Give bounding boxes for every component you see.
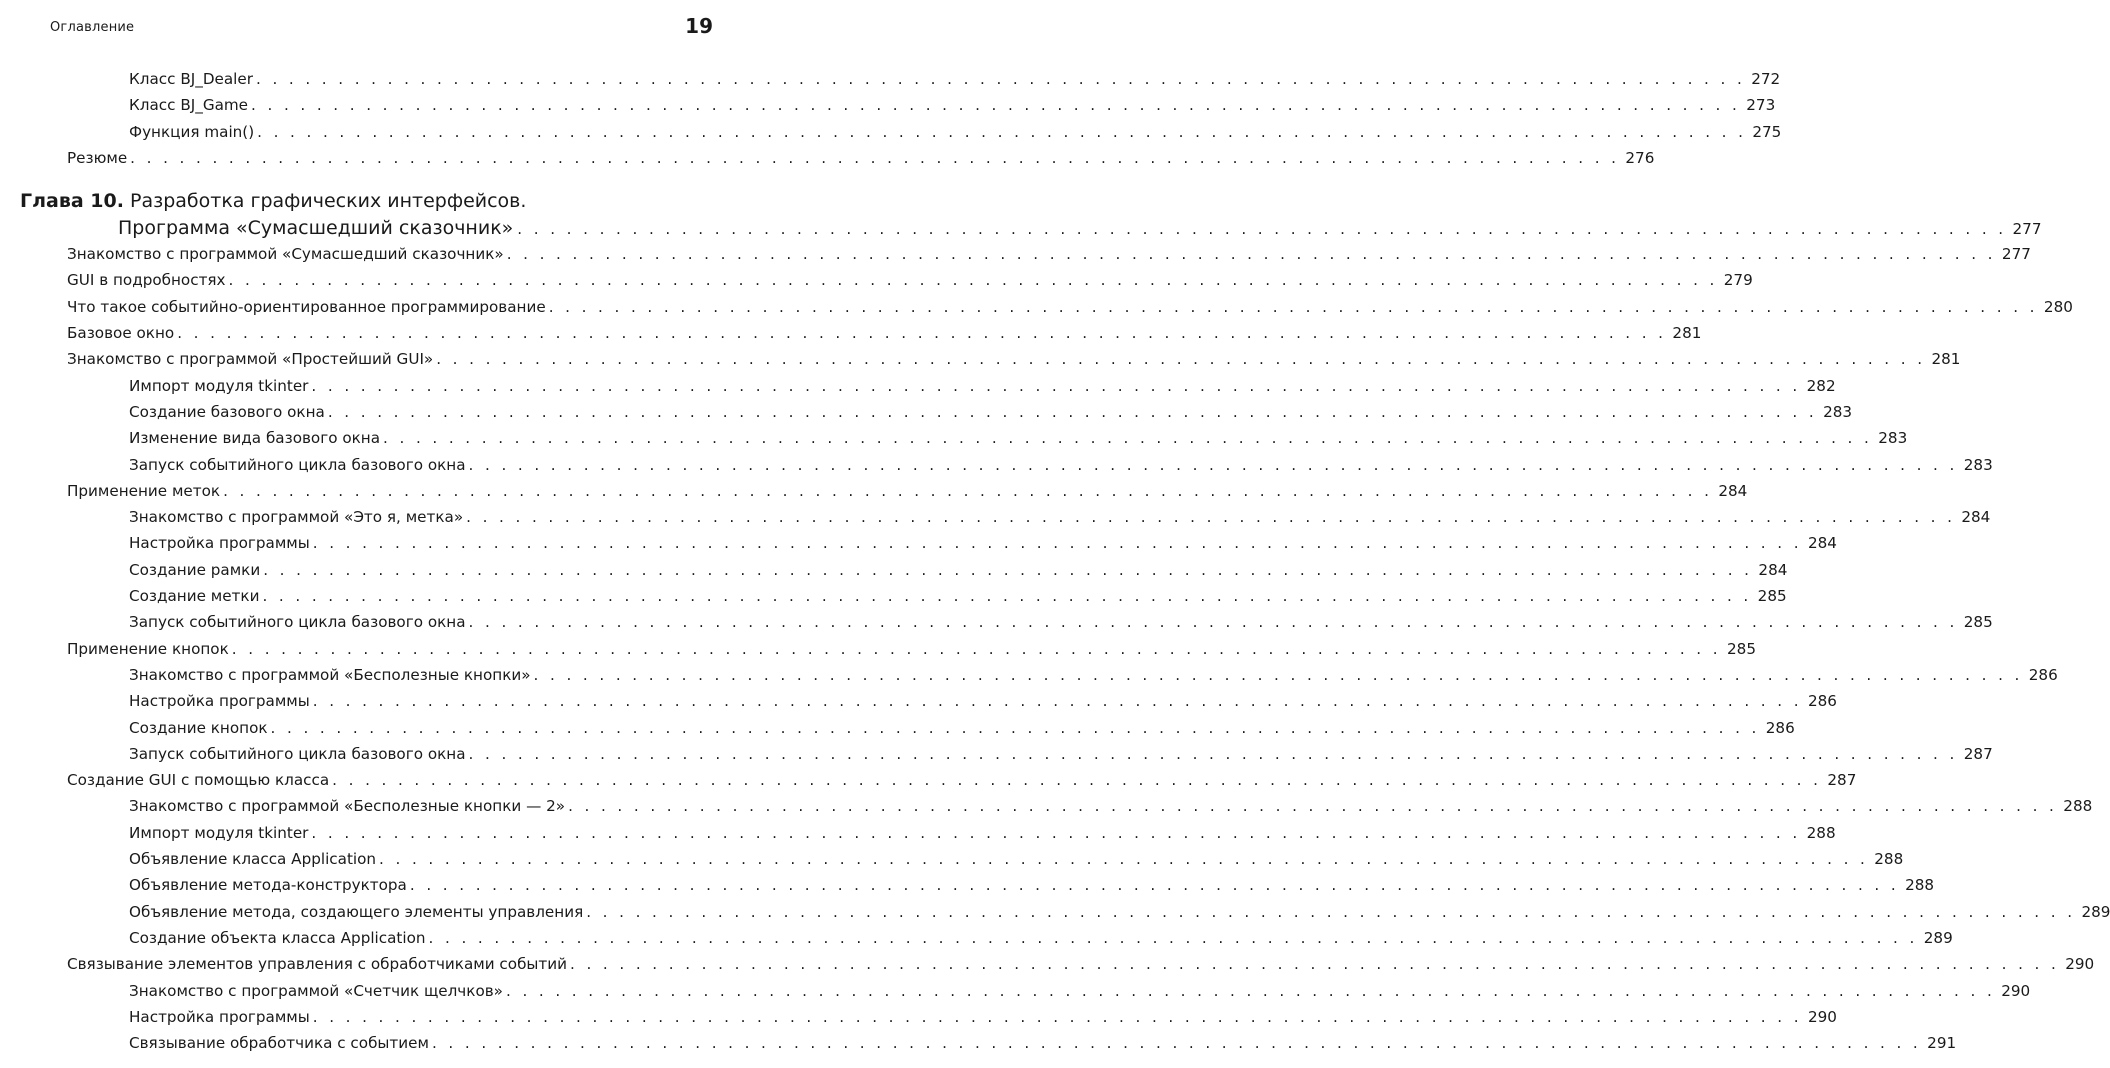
toc-entry-label: Создание базового окна (129, 402, 325, 421)
page-number: 19 (685, 14, 713, 38)
toc-entry-page: 285 (1757, 587, 1787, 606)
toc-entry (0, 530, 1837, 556)
chapter-title-line-1: Разработка графических интерфейсов. (130, 190, 527, 213)
dot-leader: . . . . . . . . . . . . . . . . . . . . . . . . . . . . . . . . . . . . . . . . . . . . . . . . . . . . . . . . . . . . . . . . . . . . . . . . . . . . . . . . . . . . . . . . . . . (568, 797, 2058, 816)
dot-leader: . . . . . . . . . . . . . . . . . . . . . . . . . . . . . . . . . . . . . . . . . . . . . . . . . . . . . . . . . . . . . . . . . . . . . . . . . . . . . . . . . . . . . . . . . . . (505, 981, 1996, 1000)
toc-entry-label: Знакомство с программой «Бесполезные кнопки — 2» (129, 797, 566, 816)
toc-entry (0, 478, 1748, 504)
toc-entry (0, 715, 1795, 741)
toc-entry-page: 288 (2063, 797, 2093, 816)
toc-entry-page: 275 (1752, 122, 1782, 141)
dot-leader: . . . . . . . . . . . . . . . . . . . . . . . . . . . . . . . . . . . . . . . . . . . . . . . . . . . . . . . . . . . . . . . . . . . . . . . . . . . . . . . . . . . . . . . . . . . (468, 613, 1958, 632)
toc-entry-page: 286 (1765, 718, 1795, 737)
toc-entry-label: Применение меток (67, 481, 221, 500)
toc-entry-label: Настройка программы (129, 692, 310, 711)
toc-entry (0, 557, 1788, 583)
toc-entry-label: Создание рамки (129, 560, 261, 579)
toc-entry-label: Класс BJ_Game (129, 96, 249, 115)
chapter-heading (0, 187, 2042, 241)
toc-entry-label: Настройка программы (129, 1007, 310, 1026)
toc-entry (0, 609, 1993, 635)
toc-entry-page: 290 (1807, 1007, 1837, 1026)
toc-entry (0, 741, 1993, 767)
toc-entry-label: Настройка программы (129, 534, 310, 553)
toc-entry-page: 285 (1727, 639, 1756, 658)
toc-entry (0, 662, 2058, 688)
toc-entry (0, 951, 2095, 977)
toc-entry (0, 1030, 1957, 1056)
toc-entry-page: 286 (2028, 665, 2058, 684)
toc-entry-page: 276 (1625, 148, 1655, 167)
toc-entry-label: Знакомство с программой «Простейший GUI» (67, 350, 434, 369)
dot-leader: . . . . . . . . . . . . . . . . . . . . . . . . . . . . . . . . . . . . . . . . . . . . . . . . . . . . . . . . . . . . . . . . . . . . . . . . . . . . . . . . . . . . . . . . . . . (468, 455, 1958, 474)
toc-entry (0, 978, 2031, 1004)
toc-entry-page: 288 (1806, 823, 1836, 842)
toc-entry-page: 284 (1961, 508, 1991, 527)
toc-entry (0, 899, 2110, 925)
toc-entry (0, 92, 1776, 118)
toc-entry-label: Знакомство с программой «Сумасшедший сказочник» (67, 245, 504, 264)
chapter-line-2 (20, 215, 2042, 241)
toc-entries-after (0, 241, 2110, 1056)
toc-entry (0, 820, 1836, 846)
dot-leader: . . . . . . . . . . . . . . . . . . . . . . . . . . . . . . . . . . . . . . . . . . . . . . . . . . . . . . . . . . . . . . . . . . . . . . . . . . . . . . . . . . . . . . . . . . . (506, 245, 1996, 264)
toc-entry-label: GUI в подробностях (67, 271, 226, 290)
toc-entry-label: Импорт модуля tkinter (129, 823, 309, 842)
toc-entry-page: 288 (1905, 876, 1935, 895)
dot-leader: . . . . . . . . . . . . . . . . . . . . . . . . . . . . . . . . . . . . . . . . . . . . . . . . . . . . . . . . . . . . . . . . . . . . . . . . . . . . . . . . . . . . . . . . . . . (262, 587, 1752, 606)
dot-leader: . . . . . . . . . . . . . . . . . . . . . . . . . . . . . . . . . . . . . . . . . . . . . . . . . . . . . . . . . . . . . . . . . . . . . . . . . . . . . . . . . . . . . . . . . . . (327, 402, 1818, 421)
toc-entry-label: Импорт модуля tkinter (129, 376, 309, 395)
toc-entry-page: 283 (1963, 455, 1993, 474)
dot-leader: . . . . . . . . . . . . . . . . . . . . . . . . . . . . . . . . . . . . . . . . . . . . . . . . . . . . . . . . . . . . . . . . . . . . . . . . . . . . . . . . . . . . . . . . . . . (130, 148, 1620, 167)
toc-entries-before (0, 66, 1782, 171)
toc-entry (0, 66, 1781, 92)
toc-entry-page: 288 (1874, 850, 1904, 869)
toc-entry-page: 281 (1931, 350, 1961, 369)
toc-entry-label: Объявление метода-конструктора (129, 876, 407, 895)
toc-entry-page: 273 (1746, 96, 1776, 115)
toc-entry-label: Функция main() (129, 122, 255, 141)
dot-leader: . . . . . . . . . . . . . . . . . . . . . . . . . . . . . . . . . . . . . . . . . . . . . . . . . . . . . . . . . . . . . . . . . . . . . . . . . . . . . . . . . . . . . . . . . . . (586, 902, 2076, 921)
toc-entry-label: Объявление класса Application (129, 850, 377, 869)
toc-entry (0, 294, 2073, 320)
chapter-label: Глава 10. (20, 190, 124, 213)
toc-entry-page: 284 (1718, 481, 1748, 500)
toc-entry-label: Создание метки (129, 587, 260, 606)
dot-leader: . . . . . . . . . . . . . . . . . . . . . . . . . . . . . . . . . . . . . . . . . . . . . . . . . . . . . . . . . . . . . . . . . . . . . . . . . . . . . . . . . . . . . . . . . . . (312, 534, 1802, 553)
toc-entry-label: Знакомство с программой «Бесполезные кнопки» (129, 665, 531, 684)
chapter-title-line-2: Программа «Сумасшедший сказочник» (118, 217, 514, 240)
toc-entry-page: 287 (1963, 744, 1993, 763)
toc-entry-label: Создание GUI с помощью класса (67, 771, 330, 790)
toc-entry (0, 320, 1702, 346)
toc-entry-page: 291 (1927, 1034, 1957, 1053)
toc-entry (0, 425, 1908, 451)
toc-entry-page: 272 (1751, 70, 1781, 88)
toc-entry-label: Знакомство с программой «Счетчик щелчков» (129, 981, 503, 1000)
toc-entry-page: 289 (2081, 902, 2110, 921)
toc-entry-page: 286 (1807, 692, 1837, 711)
dot-leader: . . . . . . . . . . . . . . . . . . . . . . . . . . . . . . . . . . . . . . . . . . . . . . . . . . . . . . . . . . . . . . . . . . . . . . . . . . . . . . . . . . . . . . . . . . . (548, 297, 2038, 316)
toc-entry (0, 399, 1853, 425)
toc-entry-page: 277 (2001, 245, 2031, 264)
dot-leader: . . . . . . . . . . . . . . . . . . . . . . . . . . . . . . . . . . . . . . . . . . . . . . . . . . . . . . . . . . . . . . . . . . . . . . . . . . . . . . . . . . . . . . . . . . . (311, 376, 1801, 395)
toc-entry (0, 767, 1857, 793)
toc-entry-label: Применение кнопок (67, 639, 229, 658)
dot-leader: . . . . . . . . . . . . . . . . . . . . . . . . . . . . . . . . . . . . . . . . . . . . . . . . . . . . . . . . . . . . . . . . . . . . . . . . . . . . . . . . . . . . . . . . . . . (570, 955, 2060, 974)
toc-entry (0, 583, 1787, 609)
toc-entry (0, 145, 1655, 171)
toc-entry-page: 289 (1923, 928, 1953, 947)
dot-leader: . . . . . . . . . . . . . . . . . . . . . . . . . . . . . . . . . . . . . . . . . . . . . . . . . . . . . . . . . . . . . . . . . . . . . . . . . . . . . . . . . . . . . . . . . . . (466, 508, 1956, 527)
toc-entry-label: Запуск событийного цикла базового окна (129, 455, 466, 474)
toc-entry-label: Знакомство с программой «Это я, метка» (129, 508, 464, 527)
table-of-contents (0, 66, 2110, 1056)
toc-entry-page: 281 (1672, 324, 1702, 343)
dot-leader: . . . . . . . . . . . . . . . . . . . . . . . . . . . . . . . . . . . . . . . . . . . . . . . . . . . . . . . . . . . . . . . . . . . . . . . . . . . . . . . . . . . . . . . . . . . (517, 220, 2007, 239)
toc-entry-label: Запуск событийного цикла базового окна (129, 744, 466, 763)
toc-entry-label: Создание кнопок (129, 718, 268, 737)
toc-entry (0, 346, 1961, 372)
dot-leader: . . . . . . . . . . . . . . . . . . . . . . . . . . . . . . . . . . . . . . . . . . . . . . . . . . . . . . . . . . . . . . . . . . . . . . . . . . . . . . . . . . . . . . . . . . . (270, 718, 1760, 737)
dot-leader: . . . . . . . . . . . . . . . . . . . . . . . . . . . . . . . . . . . . . . . . . . . . . . . . . . . . . . . . . . . . . . . . . . . . . . . . . . . . . . . . . . . . . . . . . . . (231, 639, 1721, 658)
toc-entry-label: Класс BJ_Dealer (129, 70, 253, 88)
toc-entry-label: Изменение вида базового окна (129, 429, 381, 448)
dot-leader: . . . . . . . . . . . . . . . . . . . . . . . . . . . . . . . . . . . . . . . . . . . . . . . . . . . . . . . . . . . . . . . . . . . . . . . . . . . . . . . . . . . . . . . . . . . (431, 1034, 1922, 1053)
dot-leader: . . . . . . . . . . . . . . . . . . . . . . . . . . . . . . . . . . . . . . . . . . . . . . . . . . . . . . . . . . . . . . . . . . . . . . . . . . . . . . . . . . . . . . . . . . . (312, 1007, 1802, 1026)
toc-entry (0, 872, 1935, 898)
dot-leader: . . . . . . . . . . . . . . . . . . . . . . . . . . . . . . . . . . . . . . . . . . . . . . . . . . . . . . . . . . . . . . . . . . . . . . . . . . . . . . . . . . . . . . . . . . . (223, 481, 1713, 500)
toc-entry-label: Запуск событийного цикла базового окна (129, 613, 466, 632)
toc-entry-page: 285 (1963, 613, 1993, 632)
toc-entry-page: 280 (2043, 297, 2073, 316)
toc-entry (0, 846, 1904, 872)
toc-entry-label: Базовое окно (67, 324, 175, 343)
dot-leader: . . . . . . . . . . . . . . . . . . . . . . . . . . . . . . . . . . . . . . . . . . . . . . . . . . . . . . . . . . . . . . . . . . . . . . . . . . . . . . . . . . . . . . . . . . . (312, 692, 1802, 711)
dot-leader: . . . . . . . . . . . . . . . . . . . . . . . . . . . . . . . . . . . . . . . . . . . . . . . . . . . . . . . . . . . . . . . . . . . . . . . . . . . . . . . . . . . . . . . . . . . (228, 271, 1718, 290)
dot-leader: . . . . . . . . . . . . . . . . . . . . . . . . . . . . . . . . . . . . . . . . . . . . . . . . . . . . . . . . . . . . . . . . . . . . . . . . . . . . . . . . . . . . . . . . . . . (428, 928, 1918, 947)
toc-entry-page: 283 (1878, 429, 1908, 448)
dot-leader: . . . . . . . . . . . . . . . . . . . . . . . . . . . . . . . . . . . . . . . . . . . . . . . . . . . . . . . . . . . . . . . . . . . . . . . . . . . . . . . . . . . . . . . . . . . (379, 850, 1869, 869)
toc-entry (0, 636, 1756, 662)
dot-leader: . . . . . . . . . . . . . . . . . . . . . . . . . . . . . . . . . . . . . . . . . . . . . . . . . . . . . . . . . . . . . . . . . . . . . . . . . . . . . . . . . . . . . . . . . . . (311, 823, 1801, 842)
dot-leader: . . . . . . . . . . . . . . . . . . . . . . . . . . . . . . . . . . . . . . . . . . . . . . . . . . . . . . . . . . . . . . . . . . . . . . . . . . . . . . . . . . . . . . . . . . . (255, 70, 1746, 88)
dot-leader: . . . . . . . . . . . . . . . . . . . . . . . . . . . . . . . . . . . . . . . . . . . . . . . . . . . . . . . . . . . . . . . . . . . . . . . . . . . . . . . . . . . . . . . . . . . (409, 876, 1900, 895)
dot-leader: . . . . . . . . . . . . . . . . . . . . . . . . . . . . . . . . . . . . . . . . . . . . . . . . . . . . . . . . . . . . . . . . . . . . . . . . . . . . . . . . . . . . . . . . . . . (332, 771, 1822, 790)
toc-entry (0, 504, 1991, 530)
dot-leader: . . . . . . . . . . . . . . . . . . . . . . . . . . . . . . . . . . . . . . . . . . . . . . . . . . . . . . . . . . . . . . . . . . . . . . . . . . . . . . . . . . . . . . . . . . . (383, 429, 1873, 448)
dot-leader: . . . . . . . . . . . . . . . . . . . . . . . . . . . . . . . . . . . . . . . . . . . . . . . . . . . . . . . . . . . . . . . . . . . . . . . . . . . . . . . . . . . . . . . . . . . (533, 665, 2023, 684)
toc-entry-label: Резюме (67, 148, 128, 167)
toc-entry-page: 279 (1723, 271, 1753, 290)
dot-leader: . . . . . . . . . . . . . . . . . . . . . . . . . . . . . . . . . . . . . . . . . . . . . . . . . . . . . . . . . . . . . . . . . . . . . . . . . . . . . . . . . . . . . . . . . . . (251, 96, 1741, 115)
dot-leader: . . . . . . . . . . . . . . . . . . . . . . . . . . . . . . . . . . . . . . . . . . . . . . . . . . . . . . . . . . . . . . . . . . . . . . . . . . . . . . . . . . . . . . . . . . . (263, 560, 1753, 579)
toc-entry (0, 452, 1993, 478)
toc-entry-page: 284 (1758, 560, 1788, 579)
dot-leader: . . . . . . . . . . . . . . . . . . . . . . . . . . . . . . . . . . . . . . . . . . . . . . . . . . . . . . . . . . . . . . . . . . . . . . . . . . . . . . . . . . . . . . . . . . . (436, 350, 1926, 369)
chapter-line-1 (20, 187, 713, 215)
toc-entry (0, 119, 1782, 145)
dot-leader: . . . . . . . . . . . . . . . . . . . . . . . . . . . . . . . . . . . . . . . . . . . . . . . . . . . . . . . . . . . . . . . . . . . . . . . . . . . . . . . . . . . . . . . . . . . (468, 744, 1958, 763)
toc-entry-label: Связывание обработчика с событием (129, 1034, 429, 1053)
toc-entry (0, 925, 1953, 951)
dot-leader: . . . . . . . . . . . . . . . . . . . . . . . . . . . . . . . . . . . . . . . . . . . . . . . . . . . . . . . . . . . . . . . . . . . . . . . . . . . . . . . . . . . . . . . . . . . (177, 324, 1667, 343)
toc-entry (0, 241, 2031, 267)
toc-entry-label: Связывание элементов управления с обработчиками событий (67, 955, 568, 974)
toc-entry (0, 1004, 1837, 1030)
toc-entry-page: 290 (2065, 955, 2095, 974)
toc-entry-label: Объявление метода, создающего элементы управления (129, 902, 584, 921)
running-header (50, 14, 713, 38)
toc-entry (0, 793, 2093, 819)
toc-entry-page: 282 (1806, 376, 1836, 395)
toc-entry-page: 287 (1827, 771, 1857, 790)
toc-entry-label: Что такое событийно-ориентированное программирование (67, 297, 546, 316)
dot-leader: . . . . . . . . . . . . . . . . . . . . . . . . . . . . . . . . . . . . . . . . . . . . . . . . . . . . . . . . . . . . . . . . . . . . . . . . . . . . . . . . . . . . . . . . . . . (257, 122, 1747, 141)
toc-entry (0, 267, 1753, 293)
toc-entry-page: 284 (1807, 534, 1837, 553)
chapter-page-number: 277 (2012, 220, 2042, 239)
toc-entry-page: 283 (1823, 402, 1853, 421)
toc-entry (0, 373, 1836, 399)
toc-entry-label: Создание объекта класса Application (129, 928, 426, 947)
toc-entry-page: 290 (2001, 981, 2031, 1000)
header-title: Оглавление (50, 20, 135, 35)
toc-entry (0, 688, 1837, 714)
